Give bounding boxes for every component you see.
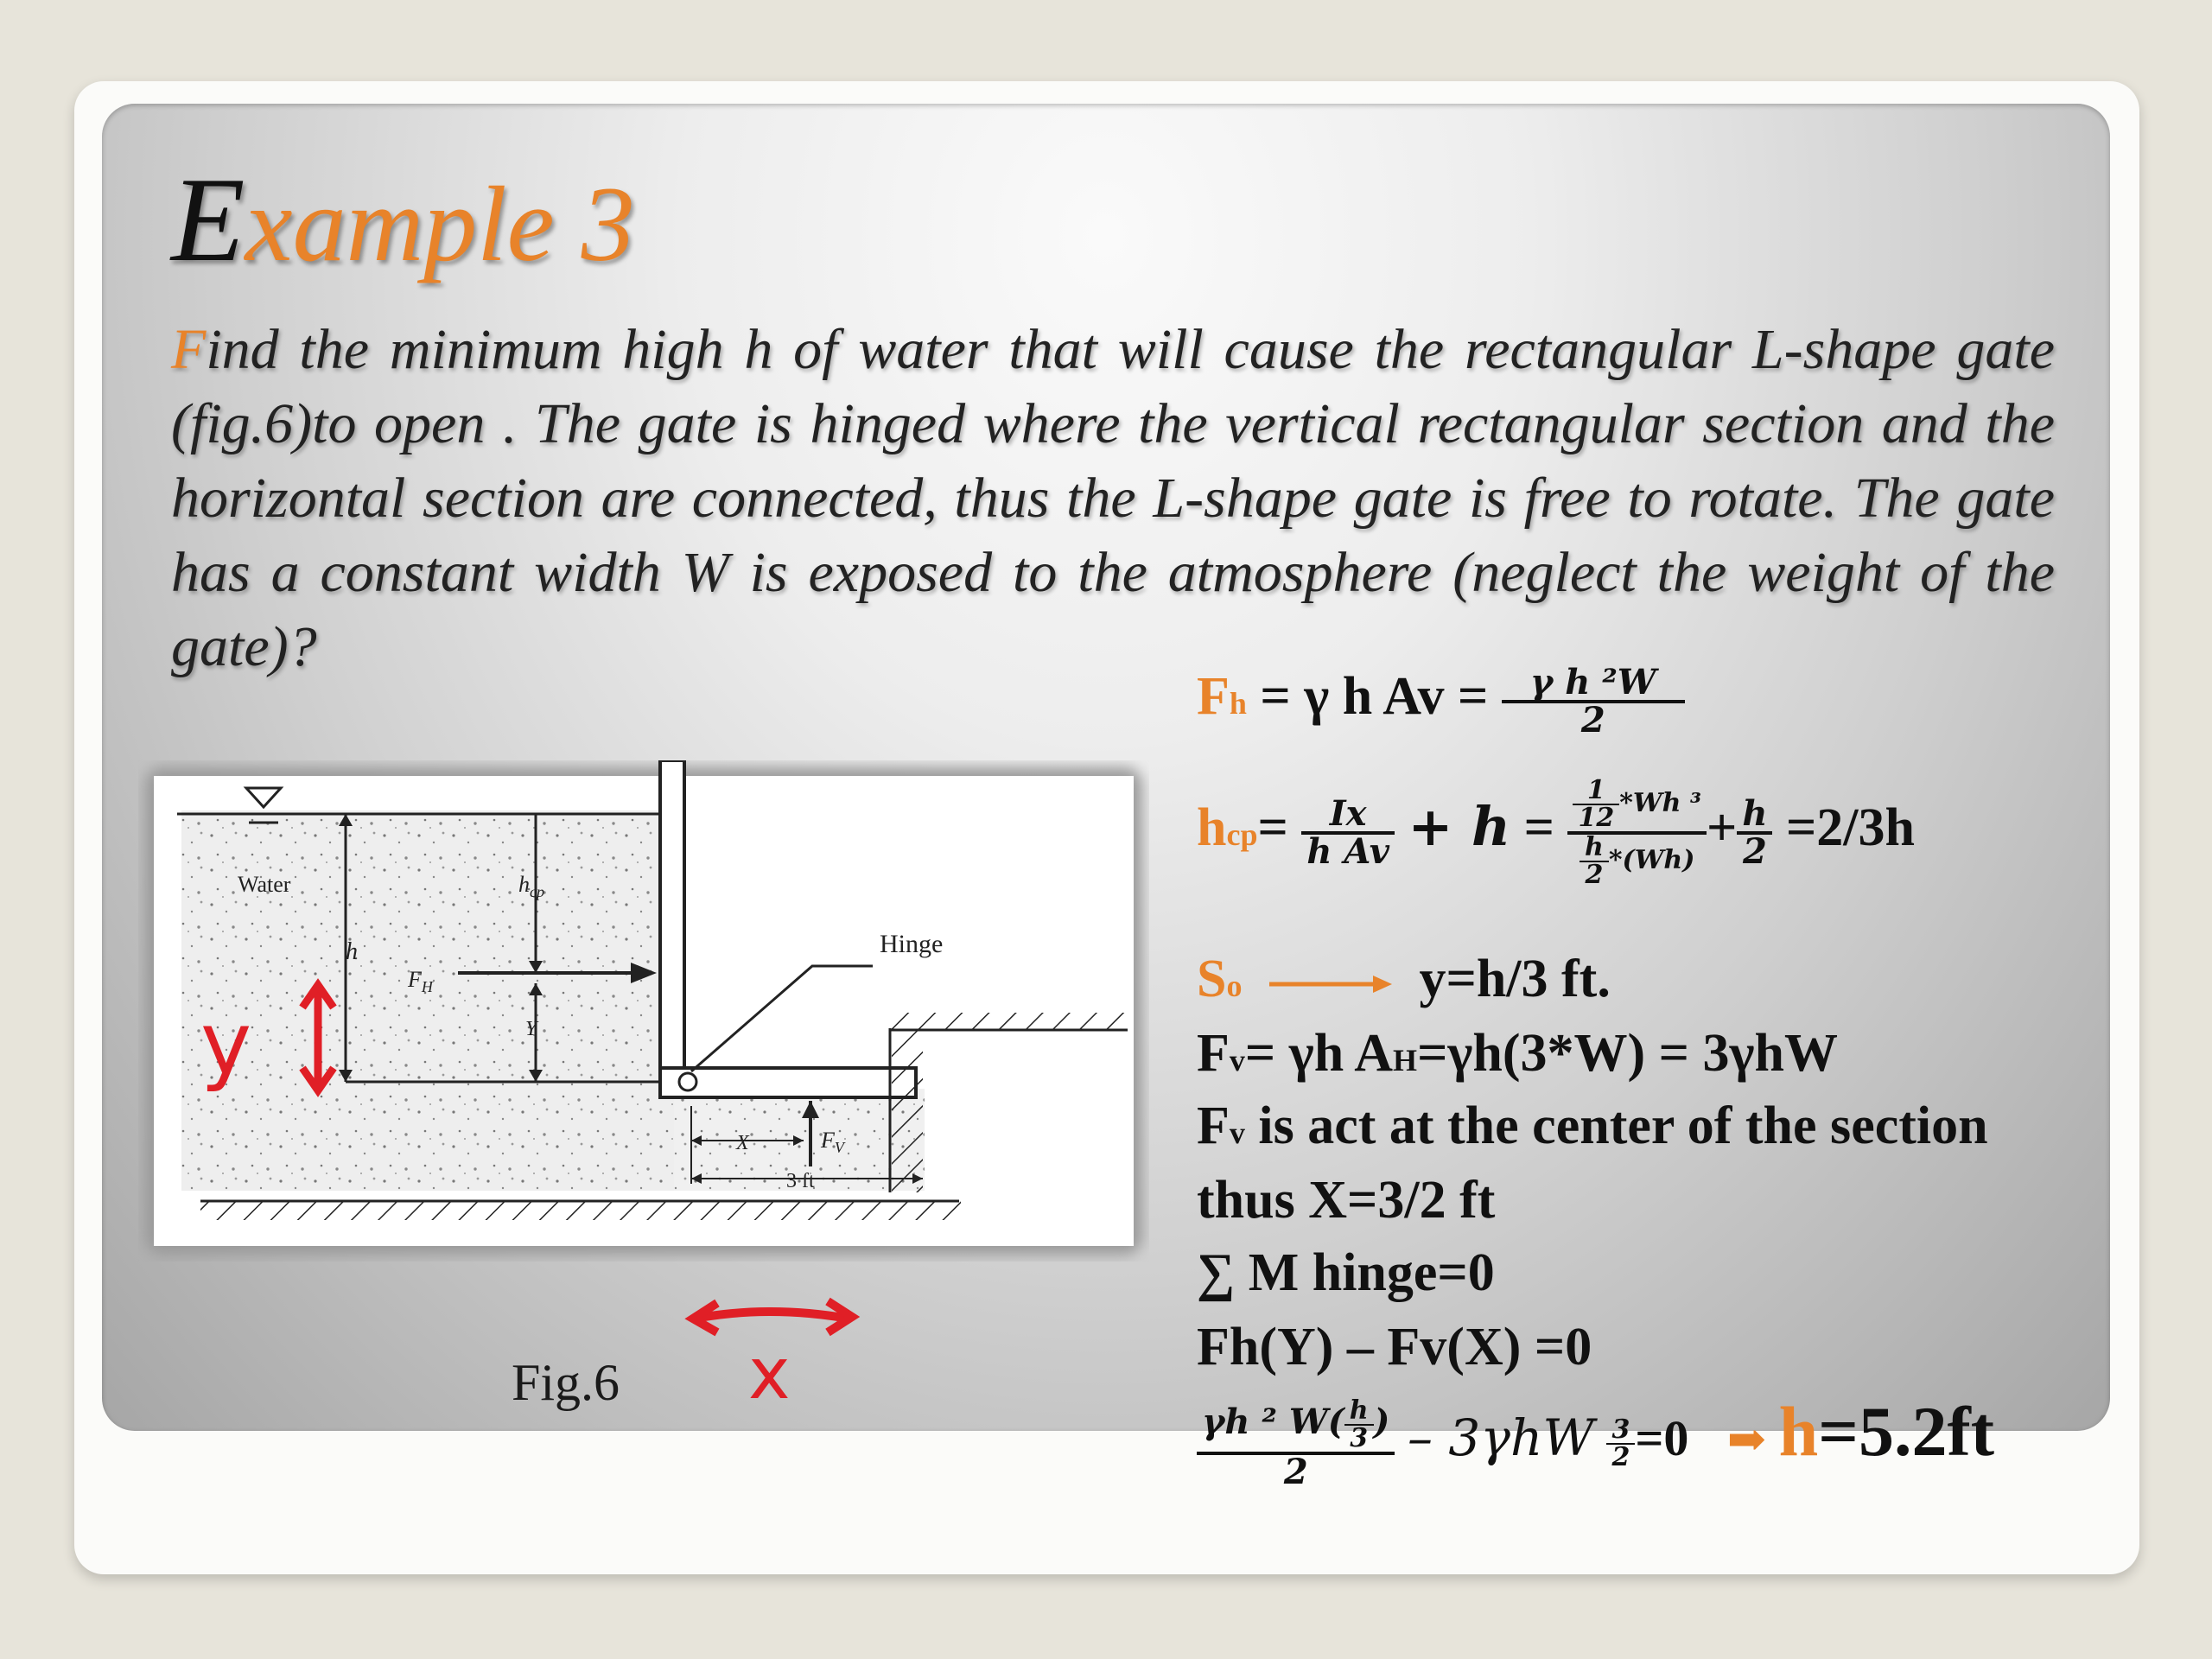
eq-moment: ∑ M hinge=0	[1197, 1243, 1495, 1302]
problem-text: ind the minimum high h of water that will cause the rectangular L-shape gate (fig.6)to open . The gate is hinged where the vertical rectangular section and the horizontal section are connected, thus the L-shape gate is free to rotate. The gate has a constant width W is exposed to the atmosphere (neglect the weight of the gate)?	[171, 318, 2055, 678]
eq-fv: Fv= γh AH=γh(3*W) = 3γhW	[1197, 1024, 1838, 1083]
handwritten-x: x	[748, 1333, 791, 1410]
fh-label: $F_H$	[408, 967, 433, 995]
gate-vertical	[660, 760, 684, 1087]
fv-label: $F_V$	[821, 1128, 844, 1156]
width-label: 3 ft	[786, 1170, 815, 1192]
water-label: Water	[238, 872, 291, 897]
y-label: Y	[525, 1018, 537, 1040]
handwritten-y: y	[200, 993, 252, 1094]
h-label: h	[346, 938, 358, 965]
gate-diagram	[138, 760, 1149, 1262]
slide-title	[171, 153, 635, 287]
eq-thus: thus X=3/2 ft	[1197, 1171, 1496, 1230]
eq-so: So y=h/3 ft.	[1197, 950, 1611, 1008]
right-arrow-icon	[1266, 967, 1395, 1001]
eq-fv-note: Fv is act at the center of the section	[1197, 1096, 1988, 1155]
problem-initial: F	[171, 318, 207, 381]
title-rest: xample 3	[245, 165, 635, 283]
hinge-label: Hinge	[880, 930, 944, 958]
hcp-label: $h_{cp}$	[518, 872, 544, 900]
eq-balance: Fh(Y) – Fv(X) =0	[1197, 1318, 1592, 1376]
arrow-icon: ➡	[1726, 1414, 1767, 1465]
figure-caption: Fig.6	[512, 1354, 620, 1411]
hinge-icon	[679, 1073, 696, 1090]
eq-fh: Fh = γ h Av = $\frac{\text{γ h ²W}}{2}$	[1197, 665, 1685, 738]
problem-statement	[171, 313, 2055, 684]
eq-hcp: hcp= $\frac{Ix}{\text{h Av}}$ + h = $\frac{1}{12}$ *Wh ³ $\frac{h}{2}$ *(Wh) + $\frac{h}{2}$ =2/3h	[1197, 775, 1915, 890]
title-initial: E	[171, 153, 245, 287]
x-annotation	[683, 1289, 873, 1410]
eq-final: γh ² W( $\frac{h}{3}$ ) 2 – 3γhW $\frac{3}{2}$ =0 ➡ h=5.2ft	[1197, 1396, 1994, 1490]
gate-horizontal	[660, 1068, 916, 1097]
water-speckle	[181, 810, 674, 1191]
x-dim-label: X	[736, 1132, 749, 1154]
